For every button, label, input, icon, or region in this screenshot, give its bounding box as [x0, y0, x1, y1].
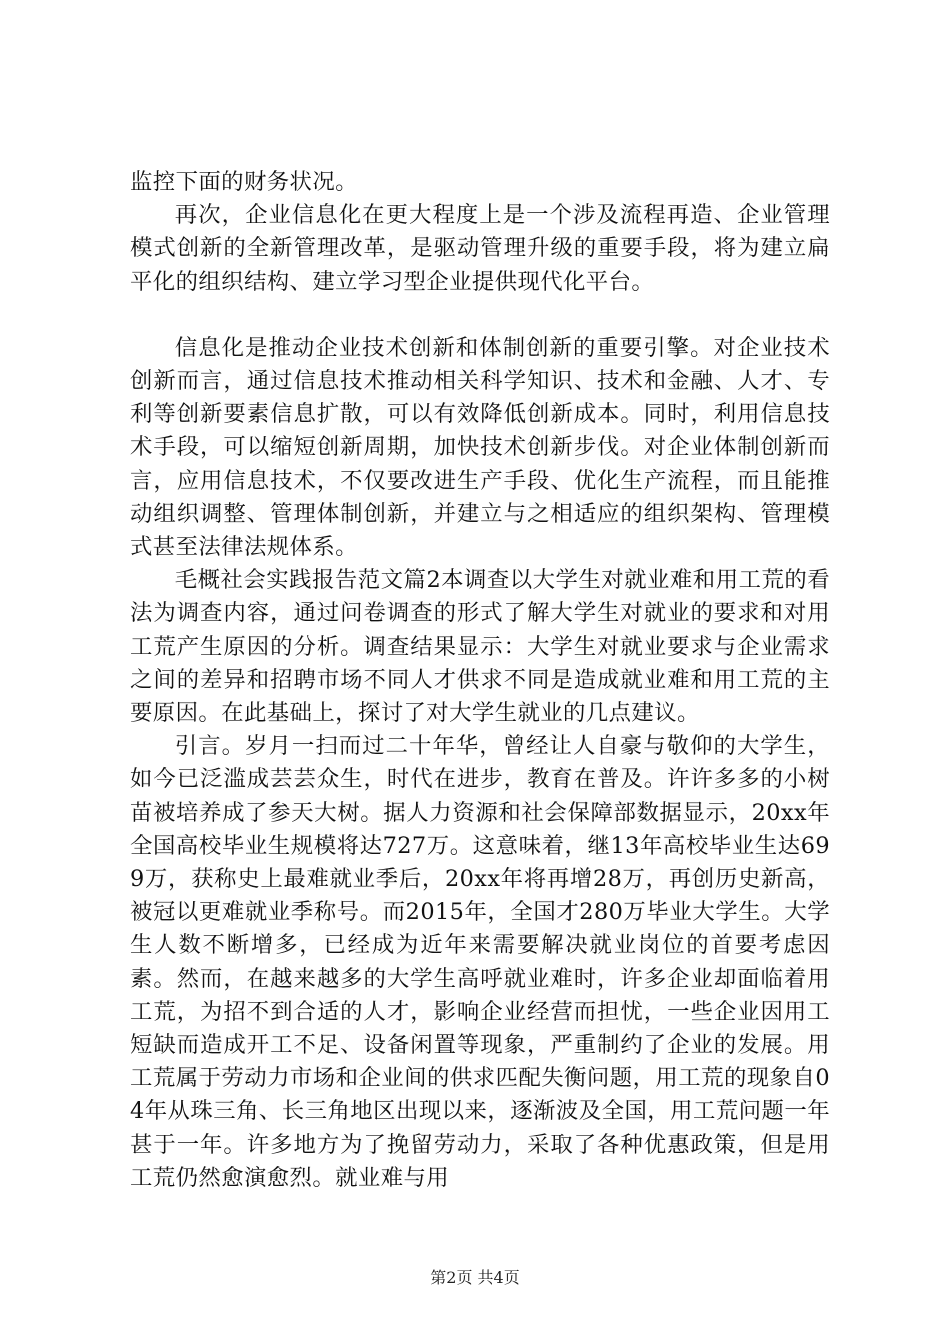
paragraph-management-reform: 再次，企业信息化在更大程度上是一个涉及流程再造、企业管理模式创新的全新管理改革，是驱动管理升级的重要手段，将为建立扁平化的组织结构、建立学习型企业提供现代化平台。	[130, 202, 830, 295]
paragraph-continuation: 监控下面的财务状况。	[130, 169, 358, 195]
paragraph-gap	[130, 299, 830, 332]
document-body	[130, 166, 830, 1195]
paragraph-introduction: 引言。岁月一扫而过二十年华，曾经让人自豪与敬仰的大学生，如今已泛滥成芸芸众生，时代在进步，教育在普及。许许多多的小树苗被培养成了参天大树。据人力资源和社会保障部数据显示，20xx年全国高校毕业生规模将达727万。这意味着，继13年高校毕业生达699万，获称史上最难就业季后，20xx年将再增28万，再创历史新高，被冠以更难就业季称号。而2015年，全国才280万毕业大学生。大学生人数不断增多，已经成为近年来需要解决就业岗位的首要考虑因素。然而，在越来越多的大学生高呼就业难时，许多企业却面临着用工荒，为招不到合适的人才，影响企业经营而担忧，一些企业因用工短缺而造成开工不足、设备闲置等现象，严重制约了企业的发展。用工荒属于劳动力市场和企业间的供求匹配失衡问题，用工荒的现象自04年从珠三角、长三角地区出现以来，逐渐波及全国，用工荒问题一年甚于一年。许多地方为了挽留劳动力，采取了各种优惠政策，但是用工荒仍然愈演愈烈。就业难与用	[130, 733, 830, 1191]
page-number-footer: 第2页 共4页	[430, 1268, 520, 1287]
paragraph-survey-summary: 毛概社会实践报告范文篇2本调查以大学生对就业难和用工荒的看法为调查内容，通过问卷调查的形式了解大学生对就业的要求和对用工荒产生原因的分析。调查结果显示：大学生对就业要求与企业需求之间的差异和招聘市场不同人才供求不同是造成就业难和用工荒的主要原因。在此基础上，探讨了对大学生就业的几点建议。	[130, 567, 830, 727]
paragraph-innovation-engine: 信息化是推动企业技术创新和体制创新的重要引擎。对企业技术创新而言，通过信息技术推动相关科学知识、技术和金融、人才、专利等创新要素信息扩散，可以有效降低创新成本。同时，利用信息技术手段，可以缩短创新周期，加快技术创新步伐。对企业体制创新而言，应用信息技术，不仅要改进生产手段、优化生产流程，而且能推动组织调整、管理体制创新，并建立与之相适应的组织架构、管理模式甚至法律法规体系。	[130, 334, 830, 561]
